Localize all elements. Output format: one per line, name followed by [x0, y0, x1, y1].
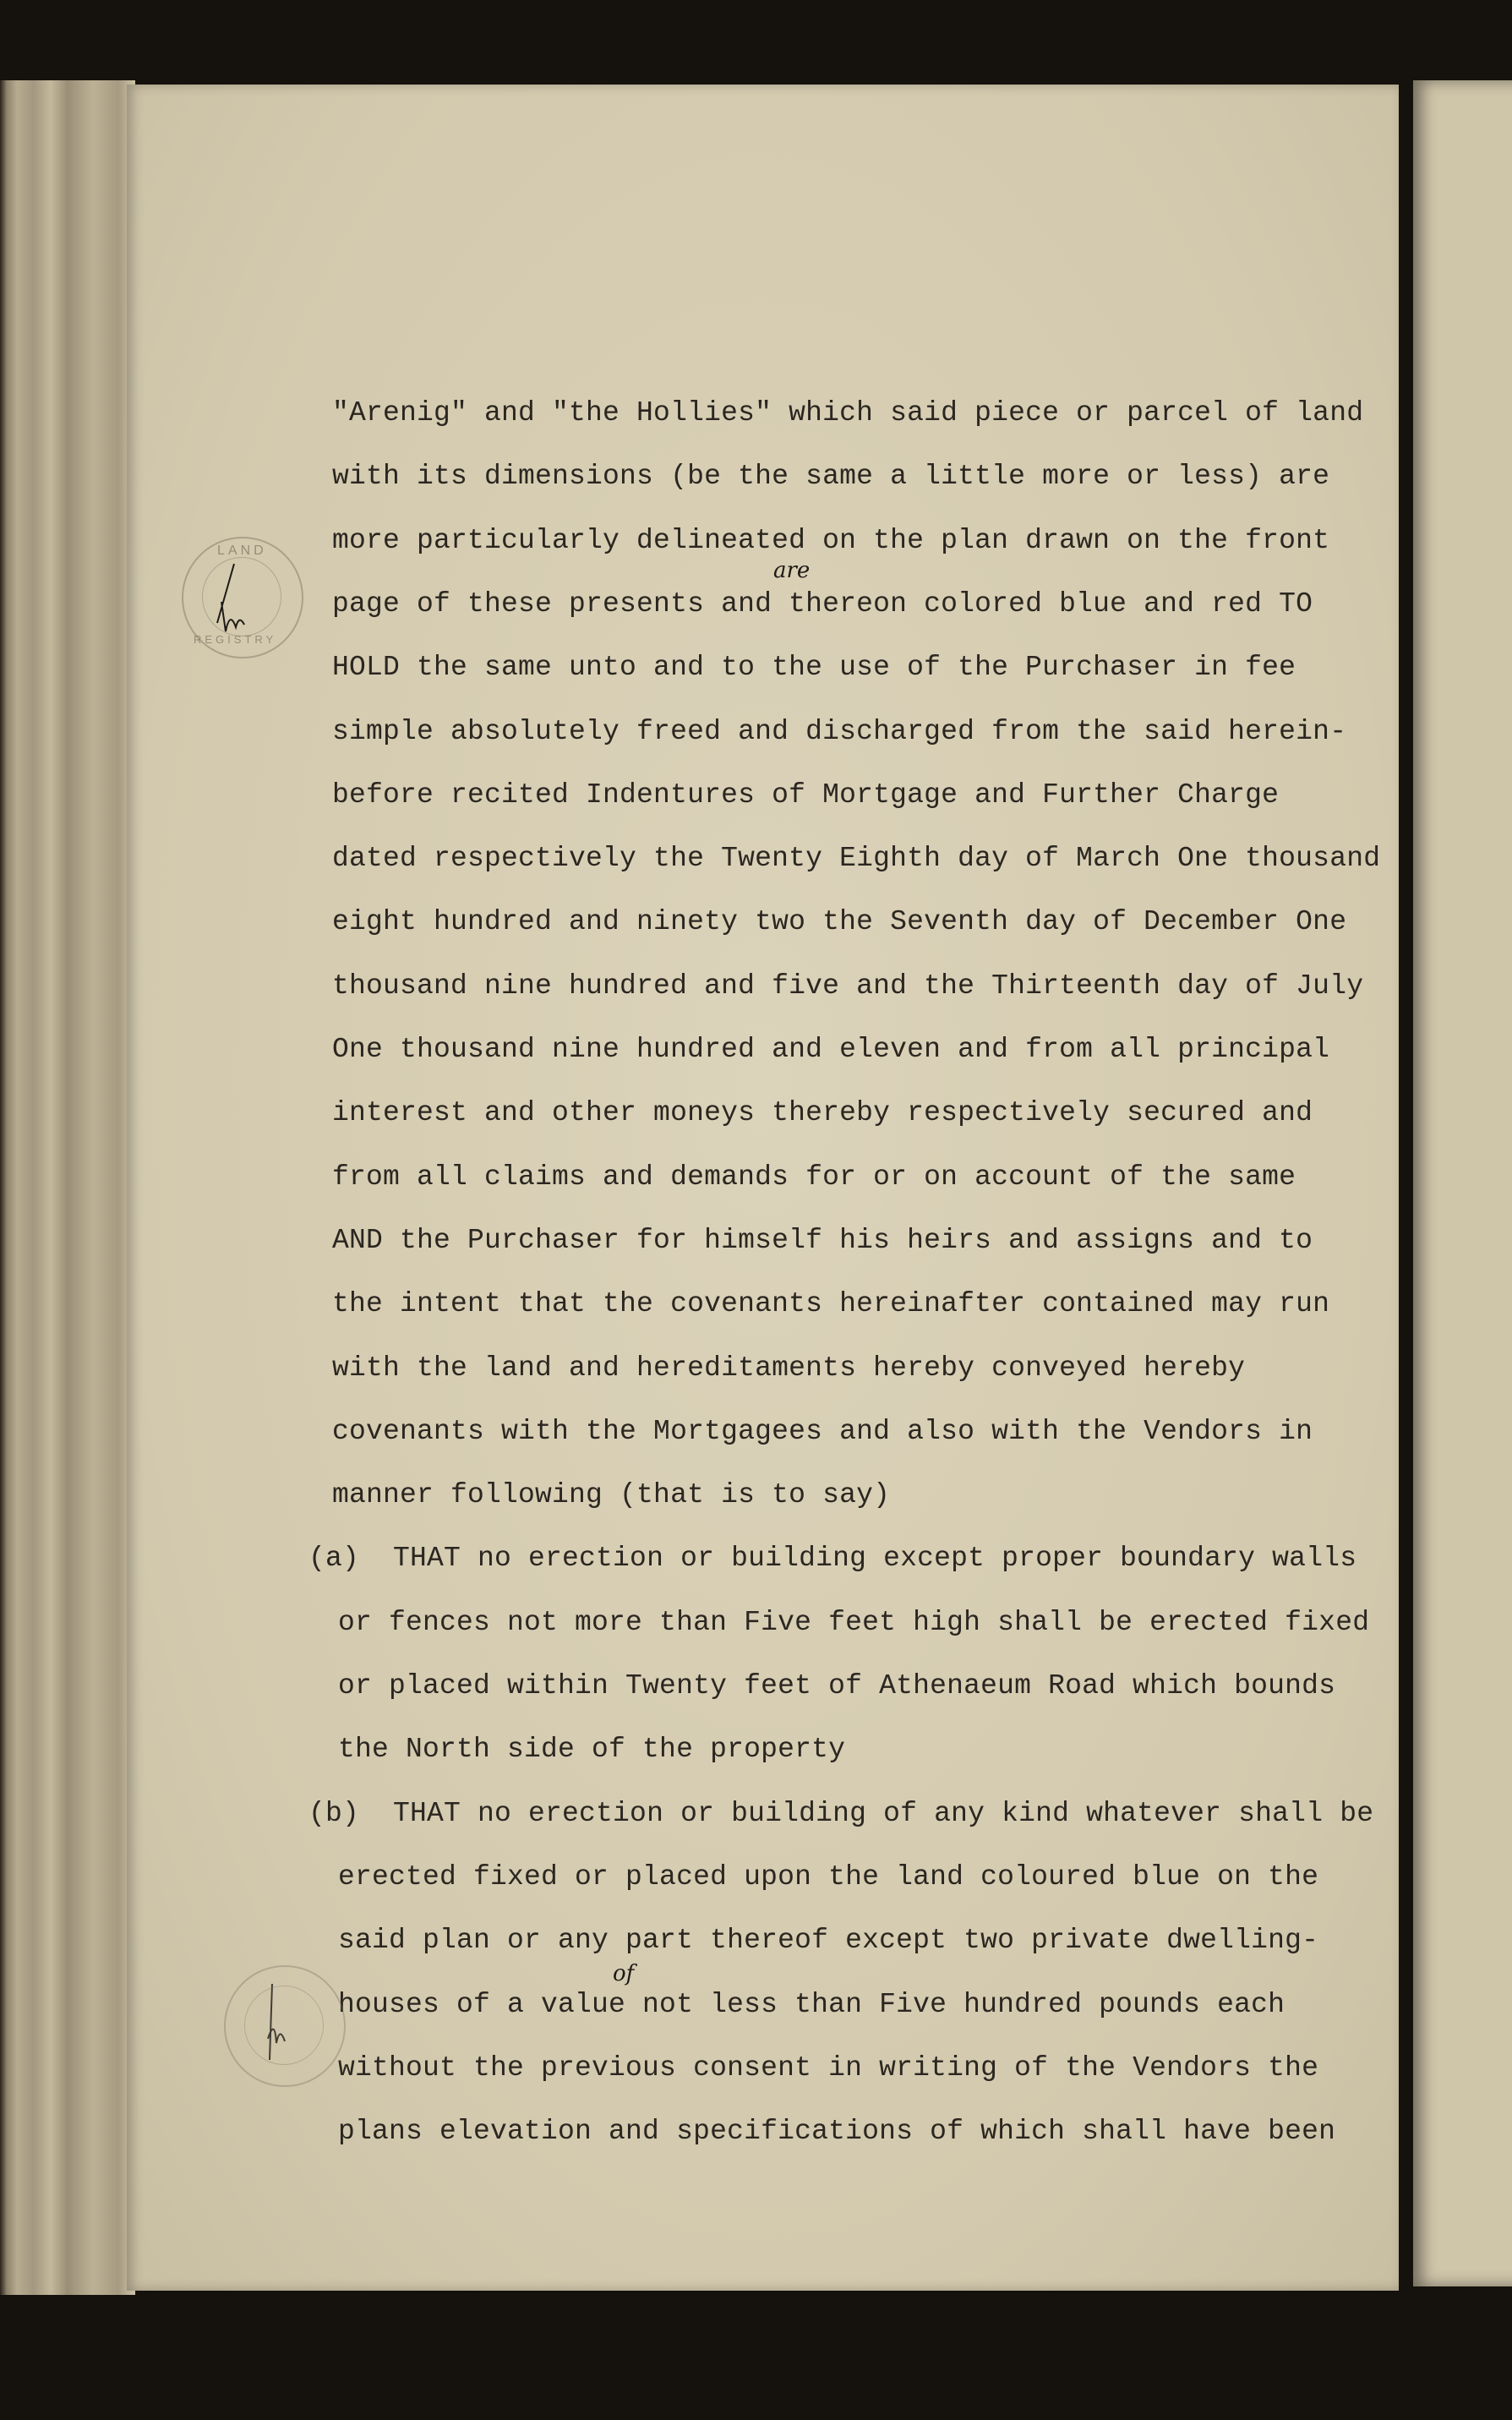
text-line: interest and other moneys thereby respectively secured and	[332, 1097, 1313, 1129]
text-line: with its dimensions (be the same a little more or less) are	[332, 461, 1330, 493]
clause-line: (a) THAT no erection or building except proper boundary walls	[308, 1543, 1357, 1575]
stamp-bottom-text: REGISTRY	[194, 633, 277, 646]
text-line: said plan or any part thereof except two private dwelling-	[338, 1925, 1319, 1957]
text-line: dated respectively the Twenty Eighth day of March One thousand	[332, 843, 1381, 875]
facing-page	[1413, 80, 1512, 2286]
text-line: the intent that the covenants hereinafter contained may run	[332, 1288, 1330, 1320]
text-line: plans elevation and specifications of which shall have been	[338, 2116, 1336, 2148]
text-line: more particularly delineated on the plan drawn on the front	[332, 524, 1330, 556]
text-line: covenants with the Mortgagees and also with the Vendors in	[332, 1415, 1313, 1447]
text-line: page of these presents and thereon colored blue and red TO	[332, 587, 1313, 620]
land-registry-stamp	[182, 537, 303, 658]
stamp-top-text: LAND	[217, 544, 267, 558]
text-line: or fences not more than Five feet high shall be erected fixed	[338, 1606, 1370, 1638]
text-line: simple absolutely freed and discharged from the said herein-	[332, 715, 1347, 747]
handwritten-insertion-of: of	[613, 1961, 635, 1986]
text-line: with the land and hereditaments hereby conveyed hereby	[332, 1352, 1246, 1384]
text-line: from all claims and demands for or on account of the same	[332, 1161, 1296, 1193]
text-line: houses of a value not less than Five hundred pounds each	[338, 1988, 1285, 2020]
text-line: One thousand nine hundred and eleven and from all principal	[332, 1034, 1330, 1065]
book-page-edges	[0, 80, 135, 2295]
text-line: "Arenig" and "the Hollies" which said piece or parcel of land	[332, 397, 1364, 429]
text-line: thousand nine hundred and five and the Thirteenth day of July	[332, 970, 1364, 1002]
land-registry-stamp	[224, 1965, 346, 2087]
text-line: eight hundred and ninety two the Seventh day of December One	[332, 906, 1347, 938]
text-line: the North side of the property	[338, 1734, 846, 1766]
initials-signature-icon	[226, 1967, 344, 2085]
text-line: before recited Indentures of Mortgage and Further Charge	[332, 778, 1280, 811]
text-line: without the previous consent in writing of the Vendors the	[338, 2051, 1319, 2084]
text-line: HOLD the same unto and to the use of the Purchaser in fee	[332, 652, 1296, 684]
text-line: AND the Purchaser for himself his heirs and assigns and to	[332, 1224, 1313, 1256]
initials-signature-icon	[183, 538, 302, 657]
text-line: manner following (that is to say)	[332, 1479, 891, 1511]
text-line: or placed within Twenty feet of Athenaeum Road which bounds	[338, 1670, 1336, 1702]
handwritten-insertion-are: are	[773, 558, 811, 583]
clause-line: (b) THAT no erection or building of any kind whatever shall be	[308, 1797, 1374, 1829]
text-line: erected fixed or placed upon the land coloured blue on the	[338, 1860, 1319, 1893]
